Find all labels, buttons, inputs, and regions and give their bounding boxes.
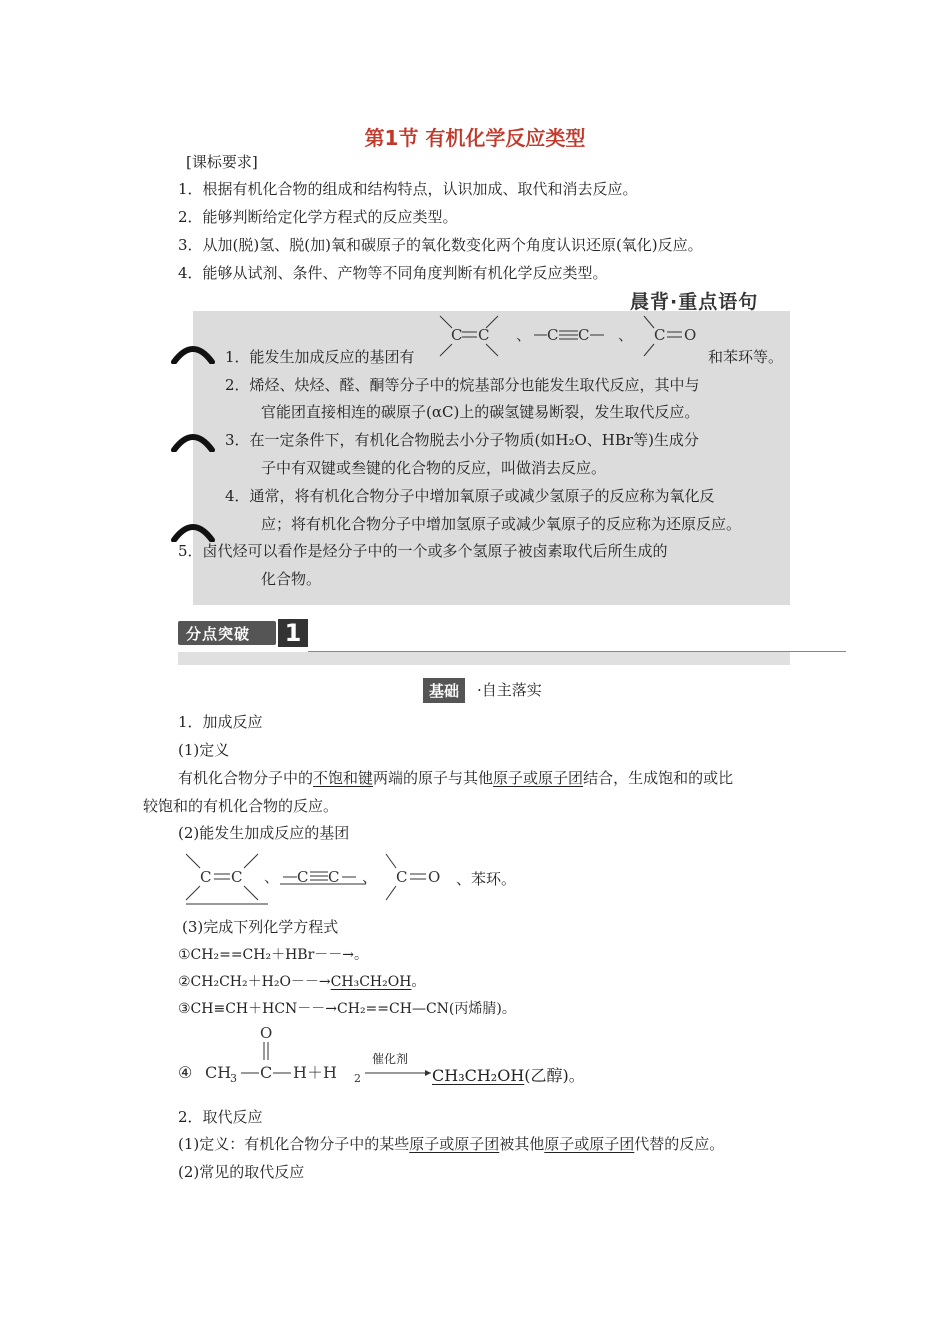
svg-text:3: 3 <box>230 1072 237 1085</box>
svg-text:C: C <box>547 326 559 344</box>
substitution-definition <box>178 1133 724 1154</box>
page-title: 第1节 有机化学反应类型 <box>364 126 586 150</box>
svg-text:、: 、 <box>618 326 634 344</box>
svg-text:C: C <box>260 1063 273 1082</box>
equation-3: ③CH≡CH＋HCN－－→CH₂==CH—CN(丙烯腈)。 <box>178 1001 516 1017</box>
key-sentence-5-cont: 化合物。 <box>261 570 322 588</box>
key-sentence-3-cont: 子中有双键或叁键的化合物的反应，叫做消去反应。 <box>261 459 607 477</box>
sub-section-tag: 基础 <box>423 678 465 703</box>
groups-tail: 、苯环。 <box>456 870 517 888</box>
svg-text:、: 、 <box>264 868 280 886</box>
key-sentence-3: 3．在一定条件下，有机化合物脱去小分子物质(如H₂O、HBr等)生成分 <box>225 431 699 449</box>
text-run: 。 <box>411 974 426 990</box>
svg-text:C: C <box>478 326 490 344</box>
functional-groups-formula <box>432 310 707 365</box>
answer-blank: 原子或原子团 <box>409 1135 500 1153</box>
key-sentence-2: 2．烯烃、炔烃、醛、酮等分子中的烷基部分也能发生取代反应，其中与 <box>225 376 700 394</box>
answer-blank: 不饱和键 <box>313 769 374 787</box>
svg-text:C: C <box>297 868 309 886</box>
svg-text:2: 2 <box>354 1072 361 1085</box>
catalyst-label: 催化剂 <box>372 1052 409 1066</box>
text-run: (1)定义：有机化合物分子中的某些 <box>178 1135 410 1153</box>
svg-text:C: C <box>396 868 408 886</box>
svg-text:CH: CH <box>205 1063 232 1082</box>
answer-blank: CH₃CH₂OH <box>432 1066 525 1085</box>
text-run: ②CH₂CH₂＋H₂O－－→ <box>178 974 331 990</box>
equations-label: (3)完成下列化学方程式 <box>182 918 339 936</box>
standard-item: 2．能够判断给定化学方程式的反应类型。 <box>178 208 458 226</box>
answer-blank: 原子或原子团 <box>493 769 584 787</box>
text-run: 结合，生成饱和的或比 <box>583 769 734 787</box>
section-tag <box>178 619 308 647</box>
sub-section-title: ·自主落实 <box>477 681 542 699</box>
binder-ring-icon <box>170 518 216 542</box>
addition-groups-formula <box>180 848 470 908</box>
standard-item: 3．从加(脱)氢、脱(加)氧和碳原子的氧化数变化两个角度认识还原(氧化)反应。 <box>178 236 703 254</box>
key-sentence-4: 4．通常，将有机化合物分子中增加氧原子或减少氢原子的反应称为氧化反 <box>225 487 715 505</box>
equation-1: ①CH₂==CH₂＋HBr－－→。 <box>178 947 368 963</box>
text-run: 代替的反应。 <box>634 1135 725 1153</box>
section-tag-label: 分点突破 <box>186 625 251 643</box>
svg-text:H＋H: H＋H <box>293 1063 337 1082</box>
svg-text:C: C <box>200 868 212 886</box>
definition-label: (1)定义 <box>178 741 230 759</box>
groups-label: (2)能发生加成反应的基团 <box>178 824 350 842</box>
answer-blank: 原子或原子团 <box>544 1135 635 1153</box>
svg-text:O: O <box>260 1024 273 1042</box>
answer-blank: CH₃CH₂OH <box>330 974 412 990</box>
common-substitution-label: (2)常见的取代反应 <box>178 1163 305 1181</box>
text-run: 有机化合物分子中的 <box>178 769 314 787</box>
standards-heading: [课标要求] <box>186 153 258 171</box>
text-run: 两端的原子与其他 <box>373 769 494 787</box>
standard-item: 1．根据有机化合物的组成和结构特点，认识加成、取代和消去反应。 <box>178 180 638 198</box>
svg-text:C: C <box>451 326 463 344</box>
svg-text:C: C <box>654 326 666 344</box>
definition-text <box>178 767 733 788</box>
heading-addition: 1．加成反应 <box>178 713 263 731</box>
key-sentence-1-suffix: 和苯环等。 <box>708 348 784 366</box>
text-run: (乙醇)。 <box>524 1066 585 1085</box>
svg-text:C: C <box>578 326 590 344</box>
svg-text:、: 、 <box>362 868 378 886</box>
section-divider <box>308 651 846 652</box>
binder-ring-icon <box>170 428 216 452</box>
key-sentence-4-cont: 应；将有机化合物分子中增加氢原子或减少氧原子的反应称为还原反应。 <box>261 515 742 533</box>
key-sentences-banner: 晨背·重点语句 <box>630 291 759 313</box>
key-sentence-1-prefix: 1．能发生加成反应的基团有 <box>225 348 415 366</box>
svg-text:、: 、 <box>516 326 532 344</box>
heading-substitution: 2．取代反应 <box>178 1108 263 1126</box>
equation-2 <box>178 971 425 991</box>
section-number: 1 <box>278 619 308 647</box>
svg-text:C: C <box>231 868 243 886</box>
section-bar <box>178 652 790 665</box>
definition-text-cont: 较饱和的有机化合物的反应。 <box>143 797 339 815</box>
key-sentence-5: 5．卤代烃可以看作是烃分子中的一个或多个氢原子被卤素取代后所生成的 <box>178 542 668 560</box>
svg-text:O: O <box>428 868 441 886</box>
svg-text:O: O <box>684 326 697 344</box>
key-sentence-2-cont: 官能团直接相连的碳原子(αC)上的碳氢键易断裂，发生取代反应。 <box>261 403 700 421</box>
standard-item: 4．能够从试剂、条件、产物等不同角度判断有机化学反应类型。 <box>178 264 608 282</box>
binder-ring-icon <box>170 340 216 364</box>
equation-4-result <box>432 1063 585 1086</box>
equation-4-number: ④ <box>178 1063 193 1082</box>
svg-text:C: C <box>328 868 340 886</box>
text-run: 被其他 <box>499 1135 545 1153</box>
